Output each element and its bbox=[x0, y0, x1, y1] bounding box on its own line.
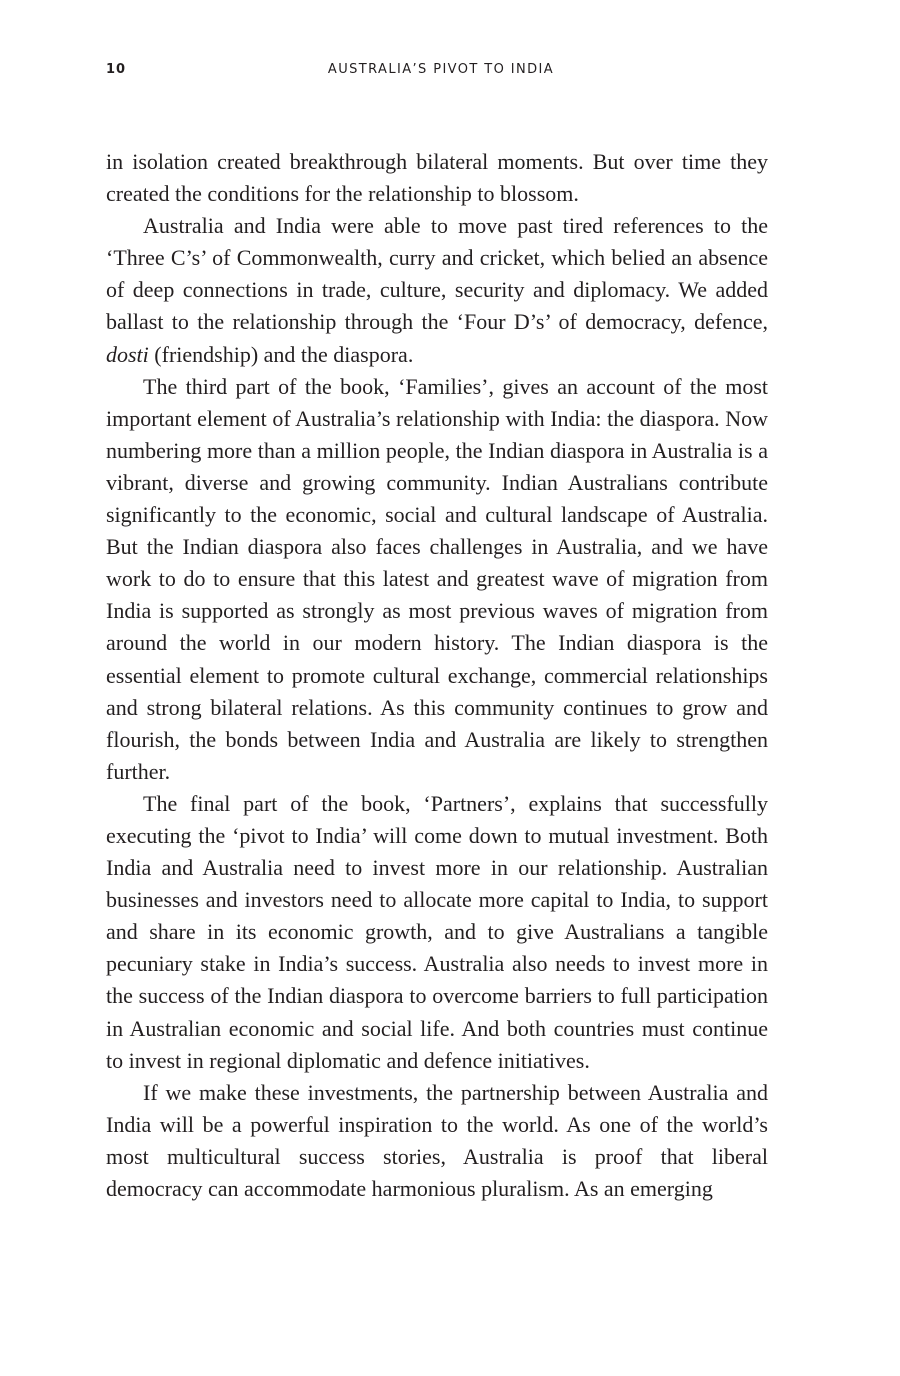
running-title: AUSTRALIA’S PIVOT TO INDIA bbox=[327, 62, 555, 77]
paragraph-5-text: If we make these investments, the partnership between Australia and India will be a powerful inspiration to the world. As one of the world’s most multicultural success stories, Australia is proof that liberal democracy can accommodate harmonious pluralism. As an emerging bbox=[106, 1079, 768, 1201]
paragraph-2-text-after: (friendship) and the diaspora. bbox=[148, 341, 414, 367]
paragraph-5 bbox=[106, 1077, 768, 1205]
running-head bbox=[106, 62, 766, 82]
paragraph-4 bbox=[106, 788, 768, 1077]
paragraph-4-text: The final part of the book, ‘Partners’, explains that successfully executing the ‘pivot to India’ will come down to mutual investment. Both India and Australia need to invest more in our relationship. Australian businesses and investors need to allocate more capital to India, to support and share in its economic growth, and to give Australians a tangible pecuniary stake in India’s success. Australia also needs to invest more in the success of the Indian diaspora to overcome barriers to full participation in Australian economic and social life. And both countries must continue to invest in regional diplomatic and defence initiatives. bbox=[106, 790, 768, 1073]
paragraph-1 bbox=[106, 146, 768, 210]
paragraph-2 bbox=[106, 210, 768, 370]
page-number: 10 bbox=[106, 62, 127, 77]
body-text bbox=[106, 146, 768, 1205]
paragraph-2-italic-word: dosti bbox=[106, 341, 149, 367]
paragraph-3 bbox=[106, 371, 768, 788]
paragraph-3-text: The third part of the book, ‘Families’, gives an account of the most important element of Australia’s relationship with India: the diaspora. Now numbering more than a million people, the Indian diaspora in Australia is a vibrant, diverse and growing community. Indian Australians contribute significantly to the economic, social and cultural landscape of Australia. But the Indian diaspora also faces challenges in Australia, and we have work to do to ensure that this latest and greatest wave of migration from India is supported as strongly as most previous waves of migration from around the world in our modern history. The Indian diaspora is the essential element to promote cultural exchange, commercial relationships and strong bilateral relations. As this community continues to grow and flourish, the bonds between India and Australia are likely to strengthen further. bbox=[106, 373, 768, 784]
paragraph-1-text: in isolation created breakthrough bilateral moments. But over time they created the conditions for the relationship to blossom. bbox=[106, 149, 768, 207]
paragraph-2-text: Australia and India were able to move past tired references to the ‘Three C’s’ of Commonwealth, curry and cricket, which belied an absence of deep connections in trade, culture, security and diplomacy. We added ballast to the relationship through the ‘Four D’s’ of democracy, defence, bbox=[106, 213, 768, 335]
